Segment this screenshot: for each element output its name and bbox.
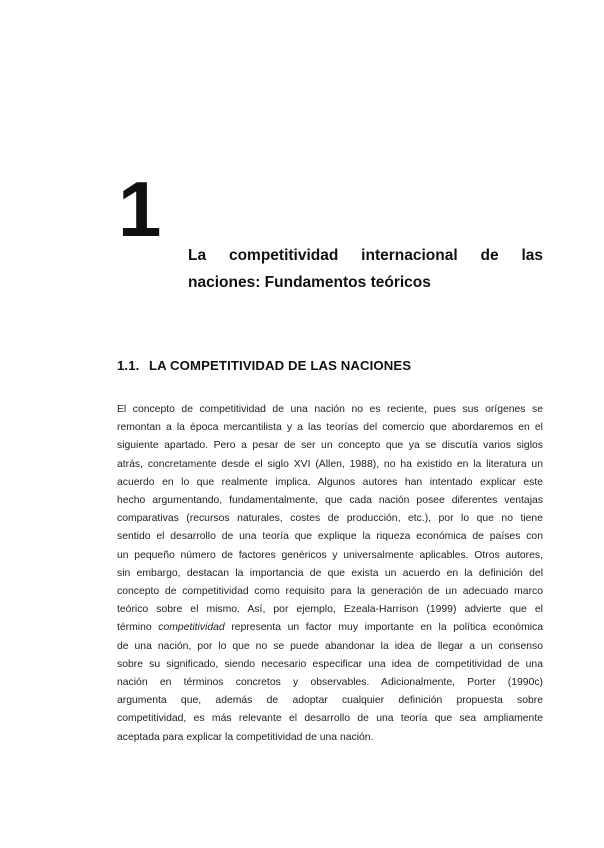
paragraph-line: El concepto de competitividad de una nación no es reciente, pues sus orígenes se	[117, 404, 543, 415]
paragraph-line: nación en términos concretos y observables. Adicionalmente, Porter (1990c)	[117, 677, 543, 689]
chapter-title-line-1: La competitividad internacional de las	[188, 247, 543, 264]
section-heading	[117, 358, 411, 373]
italic-term: competitividad	[158, 622, 225, 634]
paragraph-line: argumenta que, además de adoptar cualquier definición propuesta sobre	[117, 695, 543, 707]
chapter-title	[188, 242, 543, 296]
paragraph-line: acuerdo en lo que realmente implica. Algunos autores han intentado explicar este	[117, 476, 543, 488]
paragraph-line-italic	[117, 619, 543, 637]
paragraph-line: sobre su significado, siendo necesario especificar una idea de competitividad de una	[117, 658, 543, 670]
paragraph-line: aceptada para explicar la competitividad de una nación.	[117, 731, 374, 743]
paragraph-fragment: representa un factor muy importante en la política económica	[231, 622, 543, 634]
paragraph-line: sin embargo, destacan la importancia de que exista un acuerdo en la definición del	[117, 567, 543, 579]
paragraph-line: teórico sobre el mismo. Así, por ejemplo, Ezeala-Harrison (1999) advierte que el	[117, 604, 543, 616]
paragraph-fragment: término	[117, 622, 152, 634]
chapter-number: 1	[118, 165, 160, 253]
paragraph-line: atrás, concretamente desde el siglo XVI (Allen, 1988), no ha existido en la literatura un	[117, 458, 543, 470]
paragraph-line: concepto de competitividad como requisito para la generación de un adecuado marco	[117, 586, 543, 598]
body-paragraph	[117, 401, 543, 747]
section-number: 1.1.	[117, 358, 140, 373]
paragraph-line: siguiente apartado. Pero a pesar de ser un concepto que ya se discutía varios siglos	[117, 440, 543, 452]
paragraph-line: hecho argumentando, fundamentalmente, que cada nación posee diferentes ventajas	[117, 495, 543, 507]
section-title: LA COMPETITIVIDAD DE LAS NACIONES	[149, 358, 412, 373]
paragraph-line: competitividad, es más relevante el desarrollo de una teoría que sea ampliamente	[117, 713, 543, 725]
paragraph-line: de una nación, por lo que no se puede abandonar la idea de llegar a un consenso	[117, 640, 543, 652]
paragraph-line: sentido el desarrollo de una teoría que explique la riqueza económica de países con	[117, 531, 543, 543]
chapter-title-line-2: naciones: Fundamentos teóricos	[188, 274, 431, 291]
paragraph-line: remontan a la época mercantilista y a las teorías del comercio que abordaremos en el	[117, 422, 543, 434]
paragraph-line: un pequeño número de factores genéricos y universalmente aplicables. Otros autores,	[117, 549, 543, 561]
paragraph-line: comparativas (recursos naturales, costes de producción, etc.), por lo que no tiene	[117, 513, 543, 525]
